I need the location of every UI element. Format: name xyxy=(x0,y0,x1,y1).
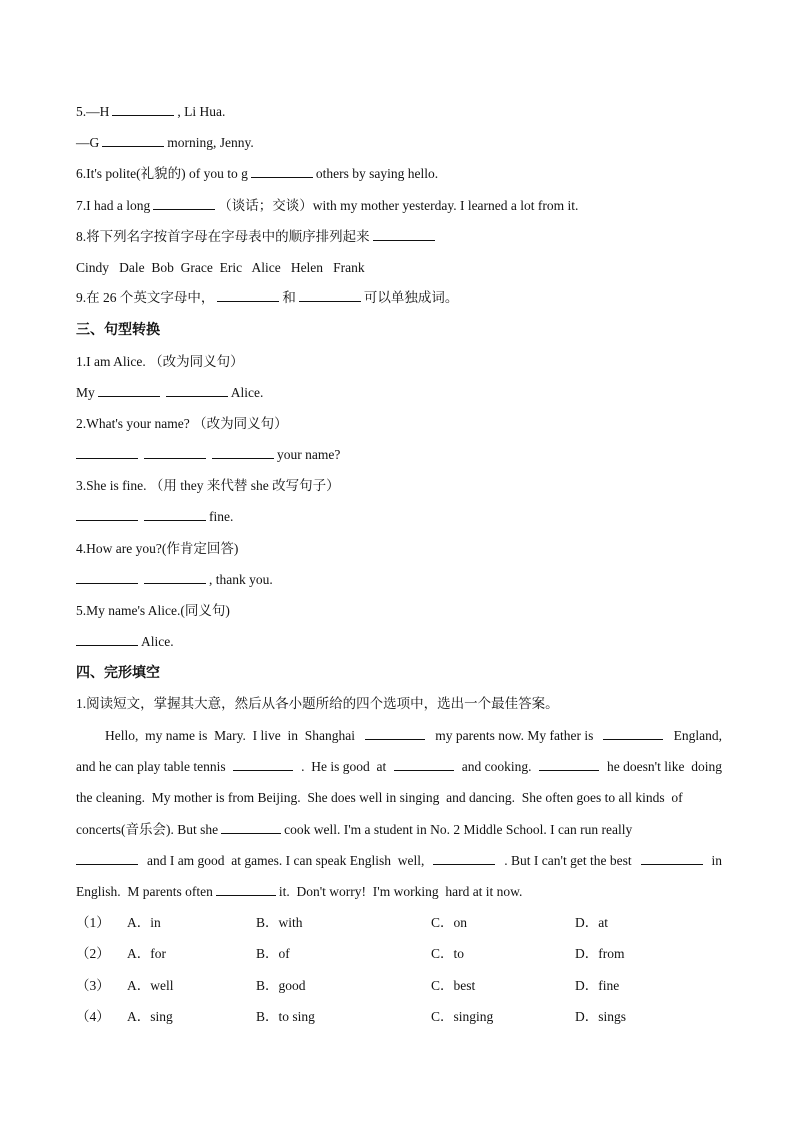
answer-blank[interactable] xyxy=(212,445,274,459)
answer-blank[interactable] xyxy=(76,445,138,459)
answer-blank[interactable] xyxy=(299,288,361,302)
passage-line-5: and I am good at games. I can speak English well, . But I can't get the best in xyxy=(76,851,722,871)
rewrite-answer-4: , thank you. xyxy=(76,570,273,590)
passage-line-4: concerts(音乐会). But she cook well. I'm a student in No. 2 Middle School. I can run really xyxy=(76,822,633,837)
rewrite-question-4: 4.How are you?(作肯定回答) xyxy=(76,541,239,556)
answer-blank[interactable] xyxy=(76,632,138,646)
option-b[interactable]: B．with xyxy=(256,915,303,930)
question-number: （2） xyxy=(76,946,110,961)
question-8: 8.将下列名字按首字母在字母表中的顺序排列起来 xyxy=(76,227,438,247)
answer-blank[interactable] xyxy=(153,196,215,210)
option-d[interactable]: D．at xyxy=(575,915,608,930)
cloze-instruction: 1.阅读短文，掌握其大意，然后从各小题所给的四个选项中，选出一个最佳答案。 xyxy=(76,696,559,711)
rewrite-answer-3: fine. xyxy=(76,507,233,527)
answer-blank[interactable] xyxy=(233,757,293,771)
option-b[interactable]: B．of xyxy=(256,946,290,961)
answer-blank[interactable] xyxy=(603,726,663,740)
question-number: （1） xyxy=(76,915,110,930)
passage-line-6: English. M parents often it. Don't worry! I'm working hard at it now. xyxy=(76,884,523,899)
answer-blank[interactable] xyxy=(394,757,454,771)
option-c[interactable]: C．best xyxy=(431,978,476,993)
option-a[interactable]: A．in xyxy=(127,915,161,930)
question-number: （3） xyxy=(76,978,110,993)
option-a[interactable]: A．sing xyxy=(127,1009,173,1024)
rewrite-question-2: 2.What's your name? （改为同义句） xyxy=(76,416,288,431)
rewrite-answer-1: My Alice. xyxy=(76,385,264,400)
passage-line-3: the cleaning. My mother is from Beijing. She does well in singing and dancing. She often goes to all kinds of xyxy=(76,790,683,805)
question-8-names: Cindy Dale Bob Grace Eric Alice Helen Frank xyxy=(76,260,365,275)
question-number: （4） xyxy=(76,1009,110,1024)
answer-blank[interactable] xyxy=(251,164,313,178)
section-3-heading: 三、句型转换 xyxy=(76,322,160,338)
answer-blank[interactable] xyxy=(373,227,435,241)
passage-line-2: and he can play table tennis . He is good at and cooking. he doesn't like doing xyxy=(76,759,722,774)
answer-blank[interactable] xyxy=(76,507,138,521)
answer-blank[interactable] xyxy=(112,102,174,116)
option-c[interactable]: C．on xyxy=(431,915,468,930)
question-6: 6.It's polite(礼貌的) of you to g others by saying hello. xyxy=(76,166,439,181)
option-b[interactable]: B．to sing xyxy=(256,1009,315,1024)
answer-blank[interactable] xyxy=(144,507,206,521)
rewrite-answer-5: Alice. xyxy=(76,632,174,652)
answer-blank[interactable] xyxy=(216,882,276,896)
question-5a: 5.—H , Li Hua. xyxy=(76,104,226,119)
answer-blank[interactable] xyxy=(144,570,206,584)
option-d[interactable]: D．from xyxy=(575,946,625,961)
option-c[interactable]: C．to xyxy=(431,946,465,961)
option-d[interactable]: D．fine xyxy=(575,978,620,993)
rewrite-question-3: 3.She is fine. （用 they 来代替 she 改写句子） xyxy=(76,478,340,493)
answer-blank[interactable] xyxy=(144,445,206,459)
answer-blank[interactable] xyxy=(641,851,703,865)
rewrite-question-5: 5.My name's Alice.(同义句) xyxy=(76,603,230,618)
option-a[interactable]: A．well xyxy=(127,978,174,993)
passage-line-1: Hello, my name is Mary. I live in Shanghai my parents now. My father is England, xyxy=(105,728,722,743)
answer-blank[interactable] xyxy=(76,570,138,584)
option-c[interactable]: C．singing xyxy=(431,1009,494,1024)
option-b[interactable]: B．good xyxy=(256,978,306,993)
section-4-heading: 四、完形填空 xyxy=(76,665,160,681)
rewrite-answer-2: your name? xyxy=(76,445,340,465)
answer-blank[interactable] xyxy=(433,851,495,865)
answer-blank[interactable] xyxy=(76,851,138,865)
answer-blank[interactable] xyxy=(539,757,599,771)
answer-blank[interactable] xyxy=(217,288,279,302)
rewrite-question-1: 1.I am Alice. （改为同义句） xyxy=(76,354,244,369)
answer-blank[interactable] xyxy=(221,820,281,834)
answer-blank[interactable] xyxy=(166,383,228,397)
answer-blank[interactable] xyxy=(365,726,425,740)
question-9: 9.在 26 个英文字母中， 和 可以单独成词。 xyxy=(76,290,459,305)
option-a[interactable]: A．for xyxy=(127,946,166,961)
question-7: 7.I had a long （谈话；交谈）with my mother yesterday. I learned a lot from it. xyxy=(76,198,579,213)
answer-blank[interactable] xyxy=(98,383,160,397)
option-d[interactable]: D．sings xyxy=(575,1009,627,1024)
question-5b: —G morning, Jenny. xyxy=(76,135,254,150)
answer-blank[interactable] xyxy=(102,133,164,147)
